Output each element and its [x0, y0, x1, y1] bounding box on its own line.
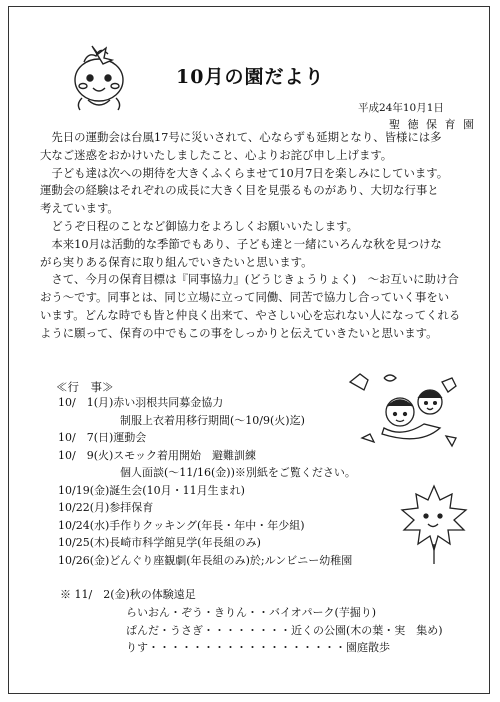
body-line: 考えています。: [40, 201, 119, 216]
page-title: 10月の園だより: [176, 66, 325, 88]
autumn-trip-section: [60, 586, 443, 657]
event-row: 10/ 1(月)赤い羽根共同募金協力: [58, 396, 224, 409]
event-row: 10/19(金)誕生会(10月・11月生まれ): [58, 483, 245, 497]
body-line: さて、今月の保育目標は『同事協力』(どうじきょうりょく) ～お互いに助け合: [40, 272, 459, 287]
event-row: 10/25(木)長崎市科学館見学(年長組のみ): [58, 536, 261, 549]
event-row: 10/ 9(火)スモック着用開始 避難訓練: [58, 448, 256, 462]
body-line: がら実りある保育に取り組んでいきたいと思います。: [40, 254, 313, 269]
body-line: 先日の運動会は台風17号に災いされて、心ならずも延期となり、皆様には多: [40, 130, 442, 144]
baby-illustration: [64, 40, 134, 114]
event-row: 10/24(水)手作りクッキング(年長・年中・年少組): [58, 518, 305, 532]
body-line: どうぞ日程のことなど御協力をよろしくお願いいたします。: [40, 218, 359, 233]
event-row: 制服上衣着用移行期間(～10/9(火)迄): [120, 413, 305, 427]
issue-date: 平成24年10月1日: [358, 102, 444, 114]
event-row: 10/ 7(日)運動会: [58, 431, 147, 444]
event-row: 個人面談(～11/16(金))※別紙をご覧ください。: [120, 466, 356, 479]
events-heading: ≪行 事≫: [56, 380, 114, 394]
body-line: おう～です。同事とは、同じ立場に立って同働、同苦で協力し合っていく事をい: [40, 290, 450, 305]
body-line: ように願って、保育の中でもこの事をしっかりと伝えていきたいと思います。: [40, 325, 438, 340]
events-list: [58, 394, 356, 569]
trip-row: りす・・・・・・・・・・・・・・・・・・園庭散歩: [126, 641, 390, 655]
body-line: 大なご迷惑をおかけいたしましたこと、心よりお詫び申し上げます。: [40, 147, 393, 162]
leaf-character-illustration: [398, 484, 470, 566]
event-row: 10/26(金)どんぐり座観劇(年長組のみ)於;ルンビニー幼稚園: [58, 553, 353, 567]
trip-row: ※ 11/ 2(金)秋の体験遠足: [60, 588, 196, 601]
kids-autumn-illustration: [344, 372, 466, 456]
event-row: 10/22(月)参拝保育: [58, 501, 154, 514]
body-line: 子ども達は次への期待を大きくふくらませて10月7日を楽しみにしています。: [40, 165, 449, 180]
body-line: 運動会の経験はそれぞれの成長に大きく目を見張るものがあり、大切な行事と: [40, 183, 439, 198]
trip-row: らいおん・ぞう・きりん・・バイオパーク(芋掘り): [126, 605, 377, 619]
message-body: [40, 129, 461, 343]
body-line: 本来10月は活動的な季節でもあり、子ども達と一緒にいろんな秋を見つけな: [40, 236, 442, 251]
body-line: います。どんな時でも皆と仲良く出来て、やさしい心を忘れない人になってくれる: [40, 307, 461, 322]
school-name: 聖 徳 保 育 園: [389, 118, 476, 131]
trip-row: ぱんだ・うさぎ・・・・・・・・近くの公園(木の葉・実 集め): [126, 623, 443, 637]
